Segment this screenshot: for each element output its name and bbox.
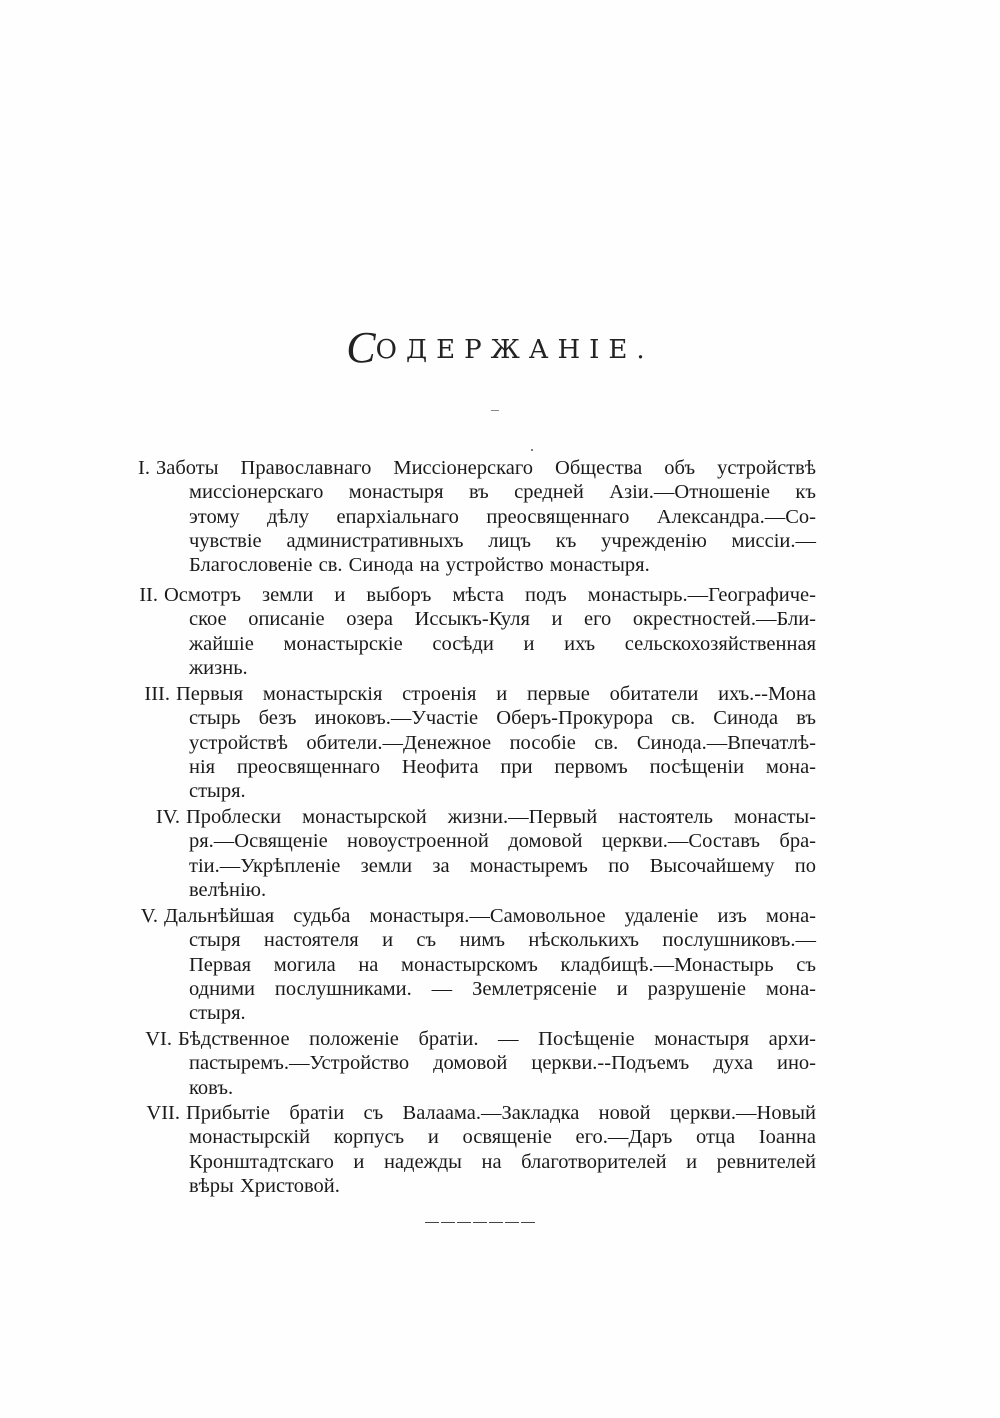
toc-entry-line: стыря настоятеля и съ нимъ нѣсколькихъ послушниковъ.—	[189, 929, 816, 952]
toc-entry-numeral: VII.	[146, 1102, 180, 1124]
toc-entry-line: ковъ.	[189, 1076, 234, 1099]
toc-entry-line: жизнь.	[189, 656, 248, 679]
page-title	[0, 322, 1000, 373]
title-initial: С	[346, 323, 376, 372]
toc-entry-line: Заботы Православнаго Миссіонерскаго Общества объ устройствѣ	[156, 457, 816, 479]
toc-entry-4	[155, 805, 816, 902]
toc-entry-numeral: IV.	[155, 806, 180, 828]
toc-entry-2	[139, 583, 816, 680]
title-rest: ОДЕРЖАНІЕ.	[375, 335, 654, 365]
toc-entry-1	[138, 456, 816, 577]
toc-entry-line: тіи.—Укрѣпленіе земли за монастыремъ по Высочайшему по	[189, 854, 816, 877]
toc-entry-line: одними послушниками. — Землетрясеніе и разрушеніе мона-	[189, 977, 816, 1000]
toc-entry-line: Кронштадтскаго и надежды на благотворителей и ревнителей	[189, 1150, 816, 1173]
toc-entry-line: Прибытіе братіи съ Валаама.—Закладка новой церкви.—Новый	[186, 1102, 816, 1124]
toc-entry-line: ря.—Освященіе новоустроенной домовой церкви.—Составъ бра-	[189, 830, 816, 853]
toc-entry-line: чувствіе административныхъ лицъ къ учрежденію миссіи.—	[189, 529, 816, 552]
toc-entry-line: стыря.	[189, 780, 246, 803]
toc-entry-numeral: V.	[140, 905, 158, 927]
toc-entry-numeral: III.	[144, 683, 170, 705]
title-ornament-dash	[491, 410, 499, 411]
toc-entry-line: Осмотръ земли и выборъ мѣста подъ монастырь.—Географиче-	[164, 584, 816, 606]
toc-entry-numeral: II.	[139, 584, 158, 606]
toc-entry-line: велѣнію.	[189, 878, 267, 901]
toc-entry-line: Бѣдственное положеніе братіи. — Посѣщеніе монастыря архи-	[178, 1028, 816, 1050]
toc-entry-line: Проблески монастырской жизни.—Первый настоятель монасты-	[186, 806, 816, 828]
toc-entry-line: жайшіе монастырскіе сосѣди и ихъ сельскохозяйственная	[189, 632, 816, 655]
toc-entry-line: Дальнѣйшая судьба монастыря.—Самовольное удаленіе изъ мона-	[164, 905, 816, 927]
toc-entry-line: миссіонерскаго монастыря въ средней Азіи.—Отношеніе къ	[189, 481, 816, 504]
toc-entry-line: Благословеніе св. Синода на устройство монастыря.	[189, 554, 650, 577]
toc-entry-line: пастыремъ.—Устройство домовой церкви.--Подъемъ духа ино-	[189, 1052, 816, 1075]
toc-entry-3	[144, 682, 816, 803]
toc-entry-line: ское описаніе озера Иссыкъ-Куля и его окрестностей.—Бли-	[189, 608, 816, 631]
toc-entry-line: стырь безъ иноковъ.—Участіе Оберъ-Прокурора св. Синода въ	[189, 707, 816, 730]
toc-entry-7	[146, 1101, 816, 1198]
toc-entry-numeral: VI.	[145, 1028, 172, 1050]
toc-entry-line: этому дѣлу епархіальнаго преосвященнаго Александра.—Со-	[189, 505, 816, 528]
toc-entry-6	[145, 1027, 816, 1100]
closing-rule	[425, 1222, 535, 1223]
toc-entry-line: нія преосвященнаго Неофита при первомъ посѣщеніи мона-	[189, 755, 816, 778]
toc-entry-line: вѣры Христовой.	[189, 1174, 340, 1197]
toc-entry-line: Первая могила на монастырскомъ кладбищѣ.—Монастырь съ	[189, 953, 816, 976]
toc-entry-line: монастырскій корпусъ и освященіе его.—Даръ отца Іоанна	[189, 1126, 816, 1149]
toc-entry-line: стыря.	[189, 1002, 246, 1025]
toc-entry-line: устройствѣ обители.—Денежное пособіе св. Синода.—Впечатлѣ-	[189, 731, 816, 754]
toc-entry-5	[140, 904, 816, 1025]
toc-entry-numeral: I.	[138, 457, 150, 479]
title-ornament-dot	[531, 449, 533, 451]
toc-entry-line: Первыя монастырскія строенія и первые обитатели ихъ.--Мона	[176, 683, 816, 705]
